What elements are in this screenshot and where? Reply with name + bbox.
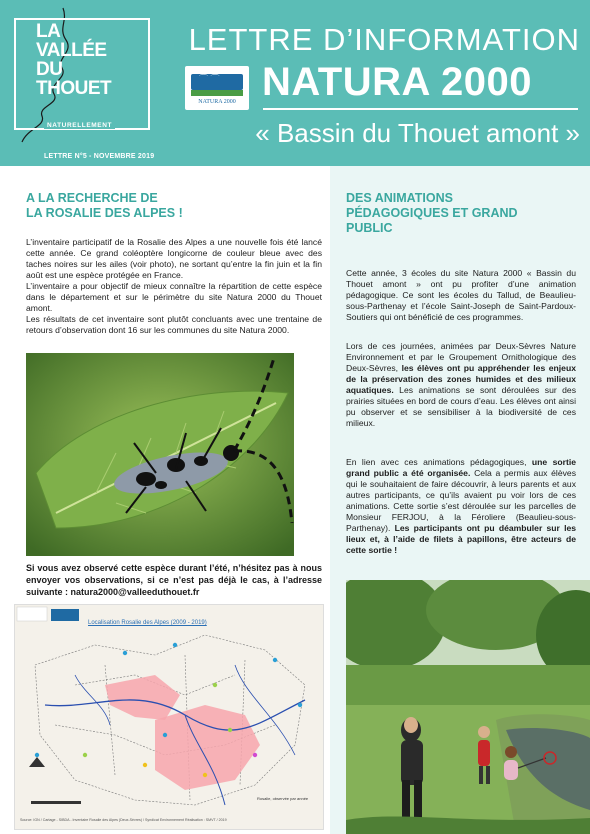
text-run-bold: les élèves ont pu appréhender les enjeux de la préservation des zones humides et des milieux aquatiques.: [346, 363, 576, 395]
heading-line: PÉDAGOGIQUES ET GRAND: [346, 206, 518, 220]
newsletter-title: LETTRE D’INFORMATION: [188, 22, 580, 57]
map-credit: Source: IGN / Cartage - SIBDA - Inventaire Rosalie des Alpes (Deux-Sèvres) / Syndicat Environnement Réalisation : SMVT / 2019: [20, 818, 227, 822]
rosalia-beetle-photo: [26, 353, 294, 556]
natura-2000-logo: [185, 66, 249, 110]
paragraph: [346, 341, 576, 429]
paragraph: Les résultats de cet inventaire sont plutôt concluants avec une trentaine de retours d’observation dont 16 sur les communes du site Natura 2000.: [26, 314, 322, 335]
animations-heading: [346, 191, 576, 236]
map-title: Localisation Rosalie des Alpes (2009 - 2019): [88, 620, 207, 626]
contact-call-to-action: Si vous avez observé cette espèce durant l’été, n’hésitez pas à nous envoyer vos observations, si ce n’est pas déjà le cas, à l’adresse suivante : natura2000@valleeduthouet.fr: [26, 563, 322, 597]
logo-line: DU: [36, 59, 63, 80]
heading-line: DES ANIMATIONS: [346, 191, 453, 205]
text-run: En lien avec ces animations pédagogiques,: [346, 457, 532, 467]
logo-wordmark: [36, 22, 111, 98]
logo-ground-block: [191, 90, 243, 96]
text-run-bold: une sortie grand public a été organisée.: [346, 457, 576, 478]
text-run-bold: Les participants ont pu déambuler sur les lieux et, à l’aide de filets à papillons, être acteurs de cette sortie !: [346, 523, 577, 555]
paragraph: L’inventaire participatif de la Rosalie des Alpes a une nouvelle fois été lancé cette année. Ce grand coléoptère longicorne de couleur bleue avec des taches noires sur les ailes (voir photo), ne sortant qu’entre la fin juin et la fin août est une espèce protégée en France.: [26, 237, 322, 280]
natura-2000-title: NATURA 2000: [262, 60, 533, 104]
heading-line: LA ROSALIE DES ALPES !: [26, 206, 183, 220]
text-run: Cela a permis aux élèves qui le souhaitaient de faire découvrir, à leurs parents et aux autres participants, ce qu’ils avaient pu voir lors de ces animations. Cette sortie s’est déroulée sur les parcelles de Monsieur FERJOU, à la Féroliere (Beaulieu-sous-Parthenay).: [346, 468, 576, 533]
header-divider: [263, 108, 578, 110]
logo-line: VALLÉE: [36, 40, 107, 61]
text-run: Les animations se sont déroulées sur des prairies situées en bord de cours d’eau. Les élèves ont ainsi pu observer et se sensibiliser à la biodiversité de ces milieux.: [346, 385, 576, 428]
heading-line: PUBLIC: [346, 221, 393, 235]
rosalie-text: [26, 237, 322, 336]
paragraph: L’inventaire a pour objectif de mieux connaître la répartition de cette espèce dans le département et sur le périmètre du site Natura 2000 du Thouet amont.: [26, 281, 322, 313]
natura-logo-label: NATURA 2000: [198, 99, 236, 105]
birds-icon: ⌒ ⌒: [199, 74, 220, 84]
rosalie-heading: [26, 191, 266, 221]
logo-line: THOUET: [36, 78, 112, 99]
field-outing-photo: [346, 580, 590, 834]
site-subtitle: « Bassin du Thouet amont »: [255, 118, 580, 148]
heading-line: A LA RECHERCHE DE: [26, 191, 158, 205]
issue-label: LETTRE N°5 - NOVEMBRE 2019: [44, 153, 155, 160]
logo-line: LA: [36, 21, 61, 42]
map-legend-title: Rosalie, observée par année: [257, 796, 309, 801]
text-run: Lors de ces journées, animées par Deux-Sèvres Nature Environnement et par le Groupement Ornithologique des Deux-Sèvres,: [346, 341, 576, 373]
paragraph: Cette année, 3 écoles du site Natura 2000 « Bassin du Thouet amont » ont pu profiter d’une animation pédagogique. Ce sont les écoles du Tallud, de Beaulieu-sous-Parthenay et l’école Saint-Joseph de Saint-Pardoux-Soutiers qui ont bénéficié de ces programmes.: [346, 268, 576, 322]
paragraph: [346, 457, 576, 556]
logo-tagline: NATURELLEMENT: [44, 122, 115, 129]
